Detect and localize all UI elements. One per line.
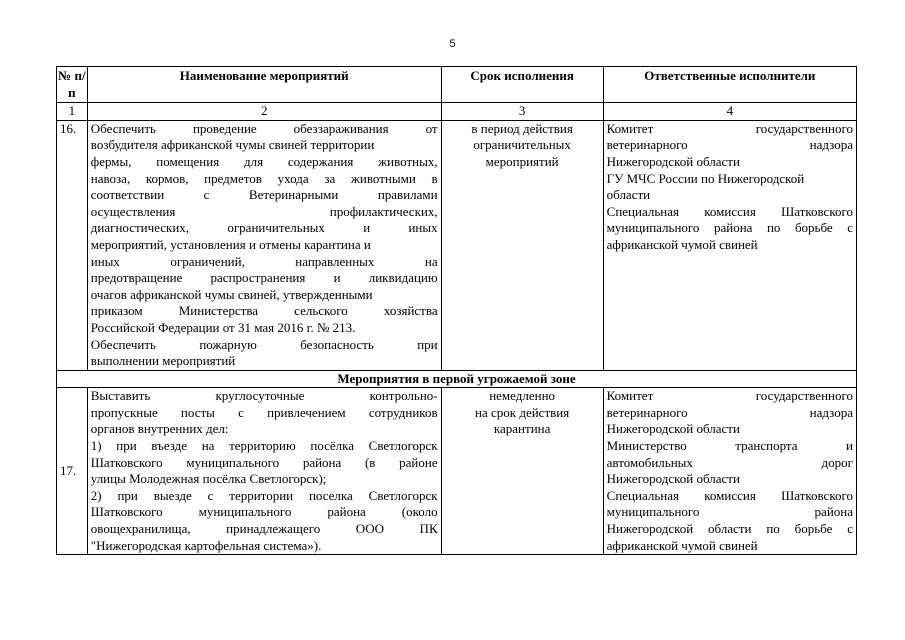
table-row-16 xyxy=(57,120,857,370)
text-line: навоза, кормов, предметов ухода за животными в xyxy=(90,170,438,186)
row16-responsible xyxy=(603,120,856,370)
text-line: Обеспечить проведение обеззараживания от xyxy=(90,120,438,136)
text-line: Министерство транспорта и xyxy=(606,438,853,454)
text-line: осуществления профилактических, xyxy=(90,203,438,219)
header-num: № п/п xyxy=(57,67,88,103)
text-line: области xyxy=(606,187,651,203)
text-line: ограничительных xyxy=(473,137,571,153)
text-line: 1) при въезде на территорию посёлка Светлогорск xyxy=(90,438,438,454)
text-line: Нижегородской области по борьбе с xyxy=(606,521,853,537)
row-number: 16. xyxy=(57,120,88,370)
text-line: Нижегородской области xyxy=(606,421,740,437)
text-line: Выставить круглосуточные контрольно- xyxy=(90,388,438,404)
text-line: Специальная комиссия Шатковского xyxy=(606,203,853,219)
text-line: очагов африканской чумы свиней, утвержденными xyxy=(90,286,373,302)
text-line: овощехранилища, принадлежащего ООО ПК xyxy=(90,521,438,537)
table-row-17 xyxy=(57,388,857,555)
text-line: мероприятий xyxy=(485,153,559,169)
text-line: Комитет государственного xyxy=(606,388,853,404)
row16-term xyxy=(441,120,603,370)
column-index-3: 3 xyxy=(441,103,603,121)
text-line: Обеспечить пожарную безопасность при xyxy=(90,336,438,352)
text-line: в период действия xyxy=(471,120,573,136)
header-name: Наименование мероприятий xyxy=(87,67,441,103)
text-line: Шатковского муниципального района (в районе xyxy=(90,454,438,470)
section-row xyxy=(57,370,857,388)
text-line: африканской чумой свиней xyxy=(606,537,758,553)
text-line: автомобильных дорог xyxy=(606,454,853,470)
text-line: ветеринарного надзора xyxy=(606,404,853,420)
text-line: иных ограничений, направленных на xyxy=(90,253,438,269)
column-index-4: 4 xyxy=(603,103,856,121)
text-line: 2) при выезде с территории поселка Светлогорск xyxy=(90,487,438,503)
text-line: Нижегородской области xyxy=(606,153,740,169)
row16-measure xyxy=(87,120,441,370)
row17-responsible xyxy=(603,388,856,555)
text-line: муниципального района xyxy=(606,504,853,520)
text-line: Шатковского муниципального района (около xyxy=(90,504,438,520)
header-row xyxy=(57,67,857,103)
text-line: фермы, помещения для содержания животных, xyxy=(90,153,438,169)
text-line: возбудителя африканской чумы свиней территории xyxy=(90,137,375,153)
text-line: соответствии с Ветеринарными правилами xyxy=(90,187,438,203)
text-line: ветеринарного надзора xyxy=(606,137,853,153)
text-line: карантина xyxy=(493,421,551,437)
row17-term xyxy=(441,388,603,555)
text-line: Комитет государственного xyxy=(606,120,853,136)
column-index-1: 1 xyxy=(57,103,88,121)
text-line: Российской Федерации от 31 мая 2016 г. № 213. xyxy=(90,319,356,335)
text-line: немедленно xyxy=(489,388,556,404)
text-line: пропускные посты с привлечением сотрудников xyxy=(90,404,438,420)
text-line: мероприятий, установления и отмены карантина и xyxy=(90,236,371,252)
text-line: Специальная комиссия Шатковского xyxy=(606,487,853,503)
text-line: приказом Министерства сельского хозяйства xyxy=(90,303,438,319)
text-line: предотвращение распространения и ликвидацию xyxy=(90,270,438,286)
text-line: ГУ МЧС России по Нижегородской xyxy=(606,170,805,186)
text-line: муниципального района по борьбе с xyxy=(606,220,853,236)
row17-measure xyxy=(87,388,441,555)
text-line: органов внутренних дел: xyxy=(90,421,229,437)
section-title: Мероприятия в первой угрожаемой зоне xyxy=(57,370,857,388)
column-index-2: 2 xyxy=(87,103,441,121)
text-line: африканской чумой свиней xyxy=(606,236,758,252)
row-number: 17. xyxy=(57,388,88,555)
text-line: диагностических, ограничительных и иных xyxy=(90,220,438,236)
measures-table xyxy=(56,66,857,555)
header-term: Срок исполнения xyxy=(441,67,603,103)
text-line: выполнении мероприятий xyxy=(90,353,236,369)
text-line: "Нижегородская картофельная система»). xyxy=(90,537,322,553)
column-index-row xyxy=(57,103,857,121)
text-line: на срок действия xyxy=(475,404,570,420)
text-line: Нижегородской области xyxy=(606,471,740,487)
page-number: 5 xyxy=(449,38,456,50)
header-responsible: Ответственные исполнители xyxy=(603,67,856,103)
text-line: улицы Молодежная посёлка Светлогорск); xyxy=(90,471,327,487)
